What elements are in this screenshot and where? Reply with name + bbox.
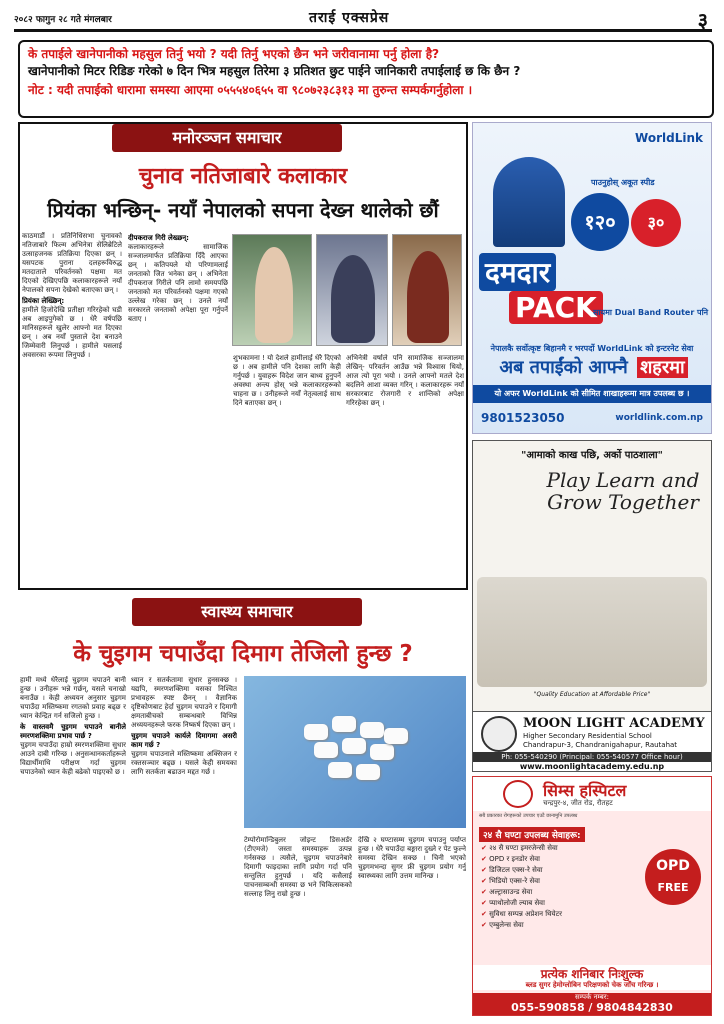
issue-date: २०८२ फागुन २८ गते मंगलबार — [14, 15, 112, 25]
list-item: ✔ अल्ट्रासाउन्ड सेवा — [481, 887, 631, 898]
list-item: ✔ एम्बुलेन्स सेवा — [481, 920, 631, 931]
gum-piece — [314, 742, 338, 758]
page-number: ३ — [697, 8, 708, 32]
notice-line-1: के तपाईले खानेपानीको महसुल तिर्नु भयो ? यदी तिर्नु भएको छैन भने जरीवानामा पर्नु होला है? — [28, 47, 440, 61]
gum-piece — [332, 716, 356, 732]
health-column-1 — [20, 676, 126, 1016]
list-item: ✔ OPD र इनडोर सेवा — [481, 854, 631, 865]
opd-free-badge — [645, 849, 701, 905]
celebrity-photo-3 — [392, 234, 462, 346]
speed-badge: १२० — [571, 193, 629, 251]
academy-logo-icon — [481, 716, 517, 752]
health-column-3 — [244, 836, 352, 1016]
subheading: प्रियंका लेख्छिन्: — [22, 297, 65, 305]
speed-badge-2: ३० — [631, 199, 681, 247]
damdar-text: दमदार — [479, 253, 556, 291]
gum-piece — [304, 724, 328, 740]
city-tagline — [473, 355, 711, 379]
router-text: सायमा Dual Band Router पनि — [593, 308, 709, 317]
entertainment-column-2 — [128, 232, 228, 586]
celebrity-photo-2 — [316, 234, 388, 346]
health-headline: के चुइगम चपाउँदा दिमाग तेजिलो हुन्छ ? — [73, 641, 413, 667]
paragraph: चुइगम चपाउनाले मस्तिष्कमा अक्सिजन र रक्तसञ्चार बढ्छ । यसले केही समयका लागि सतर्कता बढाउन मद्दत गर्छ । — [131, 750, 237, 776]
hospital-header — [473, 777, 711, 811]
academy-subtitle: Higher Secondary Residential School — [523, 732, 652, 740]
water-bill-notice — [18, 40, 714, 118]
worldlink-phone[interactable]: 9801523050 — [481, 411, 565, 425]
entertainment-column-4 — [346, 354, 464, 586]
person-figure — [331, 255, 375, 343]
players-image — [493, 157, 565, 247]
paragraph: ध्यान र सतर्कतामा सुधार हुनसक्छ । यद्यपि, स्मरणशक्तिमा यसका निश्चित प्रभावहरू स्पष्ट छैनन् । वैज्ञानिक दृष्टिकोणबाट हेर्दा चुइगम चपाउने र दिमागी क्षमताबीचको सम्बन्धबारे विभिन्न अध्ययनहरूले फरक निष्कर्ष दिएका छन् । — [131, 676, 237, 729]
hours-label: २४ सै घण्टा उपलब्ध सेवाहरू: — [479, 827, 585, 842]
hospital-logo-icon — [503, 780, 533, 808]
opd-label: OPD — [656, 858, 690, 874]
section-entertainment: मनोरञ्जन समाचार — [112, 124, 342, 152]
entertainment-column-3 — [233, 354, 341, 586]
academy-quote: "आमाको काख पछि, अर्को पाठशाला" — [521, 450, 663, 461]
academy-address: Chandrapur-3, Chandranigahapur, Rautahat — [523, 741, 678, 749]
entertainment-subheadline: प्रियंका भन्छिन्- नयाँ नेपालको सपना देख्न थालेको छौं — [47, 198, 439, 222]
services-list — [481, 843, 631, 931]
academy-phone[interactable]: Ph: 055-540290 (Principal: 055-540577 Office hour) — [473, 752, 711, 762]
worldlink-logo: WorldLink — [635, 131, 703, 145]
section-health: स्वास्थ्य समाचार — [132, 598, 362, 626]
person-figure — [255, 247, 293, 343]
paragraph: टेम्पोरोमान्डिबुलर जोइन्ट डिसअर्डर (टीएमजे) जस्ता समस्याहरू उत्पन्न गर्नसक्छ । त्यसैले, चुइगम चपाउनेबारे दिमागी फाइदाका लागि प्रयोग गर्दा पनि सन्तुलित हुनुपर्छ । यदि कसैलाई पाचनसम्बन्धी समस्या छ भने चिकित्सकको सल्लाह लिनु राम्रो हुन्छ । — [244, 836, 352, 898]
worldlink-website[interactable]: worldlink.com.np — [615, 413, 703, 423]
newspaper-name: तराई एक्सप्रेस — [309, 10, 390, 26]
sims-hospital-advertisement[interactable] — [472, 776, 712, 1016]
paragraph: हामीले हिजोदेखि प्रतीक्षा गरिरहेको घडी अब आइपुगेको छ । धेरै वर्षपछि मानिसहरूले खुलेर आफ्नो मत दिएका छन् । अब नयाँ पुस्ताले देश बनाउने जिम्मेवारी लिनुपर्छ । हामीले यसलाई अवसरका रूपमा लिनुपर्छ । — [22, 306, 122, 359]
hospital-name: सिम्स हस्पिटल — [543, 781, 627, 800]
gum-piece — [384, 728, 408, 744]
academy-name: MOON LIGHT ACADEMY — [523, 716, 705, 731]
notice-note: नोट : यदी तपाईको धारामा समस्या आएमा ०५५५४०६५५ वा ९८०७२३८३१३ मा तुरुन्त सम्पर्कगर्नुहोला । — [28, 83, 473, 97]
page-header — [14, 8, 712, 32]
subheading: के वास्तवमै चुइगम चपाउने बानीले स्मरणशक्तिमा प्रभाव पार्छ ? — [20, 723, 126, 740]
gum-piece — [370, 744, 394, 760]
academy-website[interactable]: www.moonlightacademy.edu.np — [519, 762, 665, 771]
gum-piece — [360, 722, 384, 738]
gum-piece — [342, 738, 366, 754]
list-item: ✔ सुविधा सम्पन्न अप्रेशन थियेटर — [481, 909, 631, 920]
service-line: नेपालकै सर्वोत्कृष्ट बिहानमै र भरपर्दो WorldLink को इन्टरनेट सेवा — [490, 344, 694, 353]
speed-slogan: पाउनुहोस् अकूत स्पीड — [591, 178, 655, 187]
hospital-contact[interactable] — [473, 993, 711, 1016]
paragraph: अभिनेत्री वर्षाले पनि सामाजिक सञ्जालमा लेखिन्- परिवर्तन आउँछ भन्ने विश्वास थियो, आज त्यो पूरा भयो । उनले आफ्नो मतले देश बदलिने आशा व्यक्त गरिन् । कलाकारहरू नयाँ सरकारबाट रोजगारी र शान्तिको अपेक्षा गरिरहेका छन् । — [346, 354, 464, 407]
entertainment-headline: चुनाव नतिजाबारे कलाकार — [138, 164, 348, 189]
contact-label: सम्पर्क नम्बर: — [575, 993, 609, 1001]
gum-piece — [328, 762, 352, 778]
chewing-gum-photo — [244, 676, 466, 828]
offer-bar: यो अफर WorldLink को सीमित शाखाहरूमा मात्र उपलब्ध छ । — [473, 385, 711, 403]
hospital-address: चन्द्रपुर-४, जीत रोड, रौतहट — [543, 799, 613, 807]
paragraph: देखि २ घण्टासम्म चुइगम चपाउनु पर्याप्त हुन्छ । धेरै चपाउँदा बङ्गारा दुख्ने र पेट फुल्ने समस्या देखिन सक्छ । चिनी भएको चुइगमभन्दा सुगर फ्री चुइगम प्रयोग गर्नु स्वास्थ्यका लागि उत्तम मानिन्छ । — [358, 836, 466, 880]
moonlight-academy-advertisement[interactable] — [472, 440, 712, 712]
list-item: ✔ २४ सै घण्टा इमरजेन्सी सेवा — [481, 843, 631, 854]
notice-line-2: खानेपानीको मिटर रिडिङ गरेको ७ दिन भित्र महसुल तिरेमा ३ प्रतिशत छुट पाईने जानिकारी तपाईलाई छ कि छैन ? — [28, 64, 521, 78]
tagline-city: शहरमा — [637, 357, 688, 378]
paragraph: चुइगम चपाउँदा हाम्रो स्मरणशक्तिमा सुधार आउने दाबी गरिन्छ । अनुसन्धानकर्ताहरूले विद्यार्थीमाथि परीक्षण गर्दा चुइगम चपाउनेको ध्यान केही बढेको पाइएको छ । — [20, 741, 126, 776]
entertainment-column-1 — [22, 232, 122, 586]
pack-text: PACK — [509, 291, 603, 324]
children-reading-image — [477, 577, 707, 687]
tagline-text: अब तपाईंको आफ्नै — [499, 357, 628, 378]
subheading: दीपकराज गिरी लेख्छन्: — [128, 234, 189, 242]
contact-numbers[interactable]: 055-590858 / 9804842830 — [511, 1001, 673, 1014]
celebrity-photo-1 — [232, 234, 312, 346]
paragraph: कलाकारहरूले सामाजिक सञ्जालमार्फत प्रतिक्रिया दिँदै आएका छन् । कतिपयले यो परिणामलाई जनताको जित भनेका छन् । अभिनेता दीपकराज गिरीले पनि लामो समयपछि जनताको मत परिवर्तनको पक्षमा गएको उल्लेख गरेका छन् । उनले नयाँ सरकारले जनताको अपेक्षा पूरा गर्नुपर्ने बताए । — [128, 243, 228, 323]
moonlight-academy-info — [472, 712, 712, 772]
paragraph: हामी मध्ये धेरैलाई चुइगम चपाउने बानी हुन्छ । उनीहरू भन्ने गर्छन्, यसले चनाखो बनाउँछ । केही अध्ययन अनुसार चुइगम चपाउँदा मस्तिष्कमा रगतको प्रवाह बढ्छ र ध्यान केन्द्रित गर्न सजिलो हुन्छ । — [20, 676, 126, 720]
paragraph: शुभकामना ! यो देशले हामीलाई धेरै दिएको छ । अब हामीले पनि देशका लागि केही गर्नुपर्छ । युवाहरू विदेश जान बाध्य हुनुपर्ने अवस्था अन्त्य होस् भन्ने कलाकारहरूको चाहना छ । उनीहरूले नयाँ नेतृत्वलाई साथ दिने बताएका छन् । — [233, 354, 341, 407]
hospital-intro: सबै प्रकारका रोगहरूको उपचार एउटै छानामुनि उपलब्ध — [479, 813, 578, 819]
worldlink-advertisement[interactable] — [472, 122, 712, 434]
free-label: FREE — [657, 881, 689, 894]
health-column-2 — [131, 676, 237, 1016]
play-learn-slogan: Play Learn and Grow Together — [546, 468, 700, 514]
gum-piece — [356, 764, 380, 780]
saturday-offer-detail: ब्लड सुगर हेमोग्लोबिन परिक्षणको चेक जाँच गरिन्छ । — [473, 981, 711, 990]
health-column-4 — [358, 836, 466, 1016]
list-item: ✔ भिडियो एक्स-रे सेवा — [481, 876, 631, 887]
subheading: चुइगम चपाउने कार्यले दिमागमा असरी काम गर्छ ? — [131, 732, 237, 749]
saturday-offer: प्रत्येक शनिबार निःशुल्क — [473, 965, 711, 982]
person-figure — [407, 251, 449, 343]
list-item: ✔ प्याथोलोजी ल्याब सेवा — [481, 898, 631, 909]
quality-tagline: "Quality Education at Affordable Price" — [533, 691, 651, 698]
list-item: ✔ डिजिटल एक्स-रे सेवा — [481, 865, 631, 876]
paragraph: काठमाडौं । प्रतिनिधिसभा चुनावको नतिजाबारे फिल्म अभिनेत्रा सेलिब्रेटिले उत्साहजनक प्रतिक्रिया दिएका छन् । यसपटक पुराना दलहरूविरुद्ध मतदाताले परिवर्तनको पक्षमा मत दिएको देखिएपछि कलाकारहरूले नयाँ नेपालको सपना देखेको बताएका छन् । — [22, 232, 122, 294]
